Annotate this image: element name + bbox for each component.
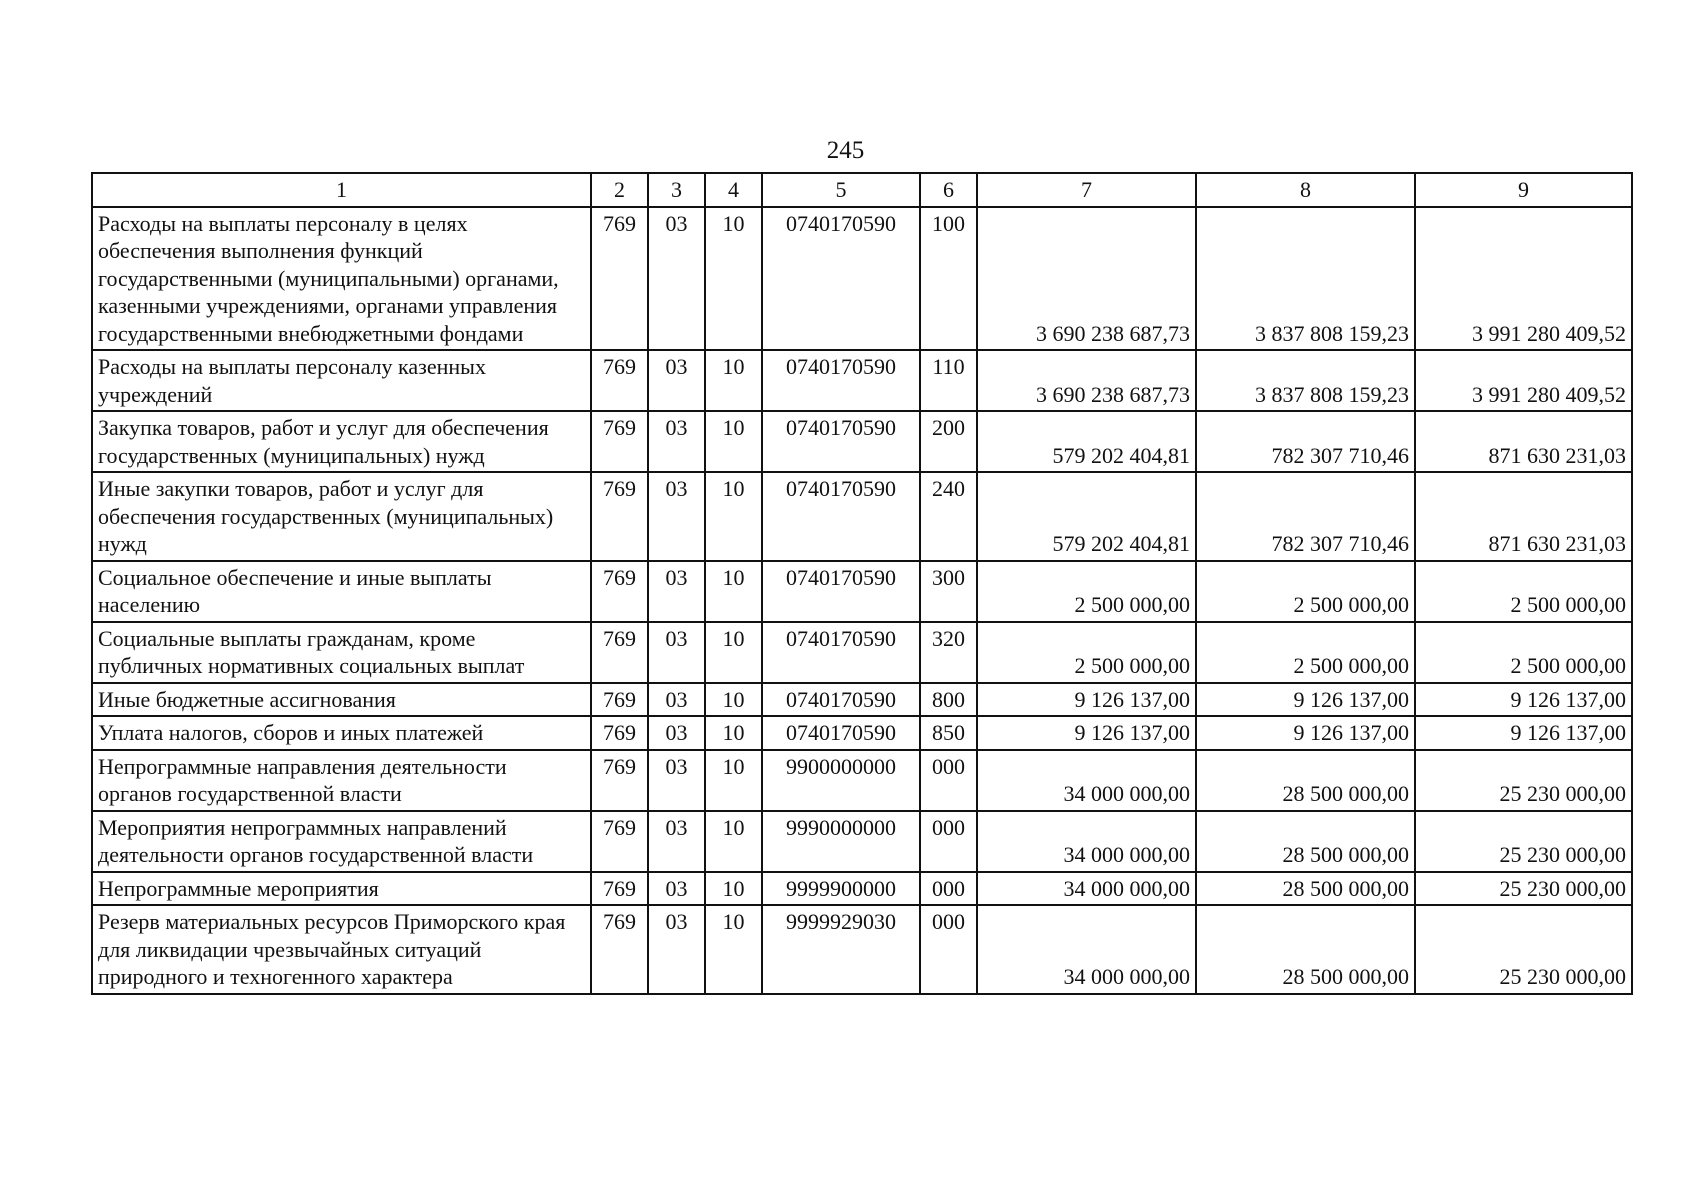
expense-name: Социальное обеспечение и иные выплаты населению — [92, 561, 591, 622]
amount-col-7: 34 000 000,00 — [977, 750, 1196, 811]
admin-code: 769 — [591, 750, 648, 811]
amount-col-7: 2 500 000,00 — [977, 622, 1196, 683]
subsection-code: 10 — [705, 811, 762, 872]
target-article-code: 0740170590 — [762, 350, 920, 411]
target-article-code: 0740170590 — [762, 683, 920, 717]
admin-code: 769 — [591, 207, 648, 351]
target-article-code: 0740170590 — [762, 472, 920, 561]
expense-name: Иные бюджетные ассигнования — [92, 683, 591, 717]
target-article-code: 0740170590 — [762, 716, 920, 750]
expense-type-code: 000 — [920, 872, 977, 906]
table-row — [92, 350, 1632, 411]
section-code: 03 — [648, 811, 705, 872]
section-code: 03 — [648, 411, 705, 472]
expense-name: Мероприятия непрограммных направлений деятельности органов государственной власти — [92, 811, 591, 872]
section-code: 03 — [648, 905, 705, 994]
subsection-code: 10 — [705, 750, 762, 811]
amount-col-9: 2 500 000,00 — [1415, 622, 1632, 683]
expense-type-code: 240 — [920, 472, 977, 561]
amount-col-7: 9 126 137,00 — [977, 683, 1196, 717]
column-header: 9 — [1415, 173, 1632, 207]
expense-type-code: 000 — [920, 905, 977, 994]
subsection-code: 10 — [705, 622, 762, 683]
subsection-code: 10 — [705, 905, 762, 994]
table-row — [92, 207, 1632, 351]
subsection-code: 10 — [705, 872, 762, 906]
header-row — [92, 173, 1632, 207]
admin-code: 769 — [591, 811, 648, 872]
subsection-code: 10 — [705, 683, 762, 717]
amount-col-7: 3 690 238 687,73 — [977, 207, 1196, 351]
section-code: 03 — [648, 716, 705, 750]
target-article-code: 9999929030 — [762, 905, 920, 994]
amount-col-8: 28 500 000,00 — [1196, 750, 1415, 811]
table-row — [92, 561, 1632, 622]
page-number: 245 — [826, 137, 865, 164]
column-header: 7 — [977, 173, 1196, 207]
table-row — [92, 811, 1632, 872]
amount-col-7: 34 000 000,00 — [977, 872, 1196, 906]
subsection-code: 10 — [705, 350, 762, 411]
expense-name: Уплата налогов, сборов и иных платежей — [92, 716, 591, 750]
amount-col-8: 9 126 137,00 — [1196, 683, 1415, 717]
section-code: 03 — [648, 472, 705, 561]
column-header: 2 — [591, 173, 648, 207]
amount-col-9: 871 630 231,03 — [1415, 411, 1632, 472]
subsection-code: 10 — [705, 561, 762, 622]
budget-table — [91, 172, 1633, 995]
admin-code: 769 — [591, 350, 648, 411]
section-code: 03 — [648, 207, 705, 351]
table-row — [92, 472, 1632, 561]
amount-col-9: 25 230 000,00 — [1415, 905, 1632, 994]
target-article-code: 9990000000 — [762, 811, 920, 872]
admin-code: 769 — [591, 411, 648, 472]
amount-col-7: 3 690 238 687,73 — [977, 350, 1196, 411]
amount-col-8: 28 500 000,00 — [1196, 872, 1415, 906]
table-row — [92, 905, 1632, 994]
amount-col-8: 28 500 000,00 — [1196, 905, 1415, 994]
expense-name: Непрограммные мероприятия — [92, 872, 591, 906]
expense-type-code: 000 — [920, 750, 977, 811]
expense-type-code: 000 — [920, 811, 977, 872]
amount-col-8: 2 500 000,00 — [1196, 561, 1415, 622]
expense-name: Расходы на выплаты персоналу казенных учреждений — [92, 350, 591, 411]
expense-type-code: 200 — [920, 411, 977, 472]
amount-col-9: 3 991 280 409,52 — [1415, 350, 1632, 411]
column-header: 6 — [920, 173, 977, 207]
amount-col-8: 28 500 000,00 — [1196, 811, 1415, 872]
admin-code: 769 — [591, 683, 648, 717]
table-body — [92, 207, 1632, 994]
section-code: 03 — [648, 350, 705, 411]
amount-col-8: 782 307 710,46 — [1196, 472, 1415, 561]
subsection-code: 10 — [705, 716, 762, 750]
admin-code: 769 — [591, 905, 648, 994]
target-article-code: 9900000000 — [762, 750, 920, 811]
amount-col-9: 25 230 000,00 — [1415, 811, 1632, 872]
expense-type-code: 850 — [920, 716, 977, 750]
table-row — [92, 872, 1632, 906]
section-code: 03 — [648, 561, 705, 622]
expense-type-code: 800 — [920, 683, 977, 717]
table-row — [92, 411, 1632, 472]
table-row — [92, 750, 1632, 811]
table-row — [92, 683, 1632, 717]
target-article-code: 0740170590 — [762, 622, 920, 683]
amount-col-9: 9 126 137,00 — [1415, 716, 1632, 750]
expense-name: Резерв материальных ресурсов Приморского края для ликвидации чрезвычайных ситуаций природного и техногенного характера — [92, 905, 591, 994]
subsection-code: 10 — [705, 472, 762, 561]
amount-col-9: 25 230 000,00 — [1415, 750, 1632, 811]
section-code: 03 — [648, 683, 705, 717]
admin-code: 769 — [591, 561, 648, 622]
amount-col-7: 9 126 137,00 — [977, 716, 1196, 750]
amount-col-9: 25 230 000,00 — [1415, 872, 1632, 906]
amount-col-7: 34 000 000,00 — [977, 905, 1196, 994]
amount-col-9: 871 630 231,03 — [1415, 472, 1632, 561]
target-article-code: 0740170590 — [762, 561, 920, 622]
section-code: 03 — [648, 750, 705, 811]
expense-name: Непрограммные направления деятельности органов государственной власти — [92, 750, 591, 811]
expense-name: Иные закупки товаров, работ и услуг для обеспечения государственных (муниципальных) нужд — [92, 472, 591, 561]
target-article-code: 0740170590 — [762, 411, 920, 472]
subsection-code: 10 — [705, 411, 762, 472]
amount-col-8: 782 307 710,46 — [1196, 411, 1415, 472]
admin-code: 769 — [591, 472, 648, 561]
amount-col-9: 3 991 280 409,52 — [1415, 207, 1632, 351]
column-header: 3 — [648, 173, 705, 207]
table-row — [92, 622, 1632, 683]
amount-col-7: 2 500 000,00 — [977, 561, 1196, 622]
expense-name: Закупка товаров, работ и услуг для обеспечения государственных (муниципальных) нужд — [92, 411, 591, 472]
amount-col-8: 2 500 000,00 — [1196, 622, 1415, 683]
amount-col-7: 579 202 404,81 — [977, 472, 1196, 561]
admin-code: 769 — [591, 622, 648, 683]
admin-code: 769 — [591, 716, 648, 750]
expense-type-code: 100 — [920, 207, 977, 351]
expense-name: Социальные выплаты гражданам, кроме публичных нормативных социальных выплат — [92, 622, 591, 683]
amount-col-9: 9 126 137,00 — [1415, 683, 1632, 717]
amount-col-7: 34 000 000,00 — [977, 811, 1196, 872]
subsection-code: 10 — [705, 207, 762, 351]
table-row — [92, 716, 1632, 750]
amount-col-9: 2 500 000,00 — [1415, 561, 1632, 622]
expense-name: Расходы на выплаты персоналу в целях обеспечения выполнения функций государственными (муниципальными) органами, казенными учреждениями, органами управления государственными внебюджетными фондами — [92, 207, 591, 351]
column-header: 1 — [92, 173, 591, 207]
expense-type-code: 300 — [920, 561, 977, 622]
expense-type-code: 110 — [920, 350, 977, 411]
section-code: 03 — [648, 622, 705, 683]
expense-type-code: 320 — [920, 622, 977, 683]
admin-code: 769 — [591, 872, 648, 906]
column-header: 8 — [1196, 173, 1415, 207]
amount-col-8: 3 837 808 159,23 — [1196, 207, 1415, 351]
section-code: 03 — [648, 872, 705, 906]
amount-col-8: 3 837 808 159,23 — [1196, 350, 1415, 411]
amount-col-8: 9 126 137,00 — [1196, 716, 1415, 750]
column-header: 5 — [762, 173, 920, 207]
amount-col-7: 579 202 404,81 — [977, 411, 1196, 472]
target-article-code: 0740170590 — [762, 207, 920, 351]
target-article-code: 9999900000 — [762, 872, 920, 906]
column-header: 4 — [705, 173, 762, 207]
